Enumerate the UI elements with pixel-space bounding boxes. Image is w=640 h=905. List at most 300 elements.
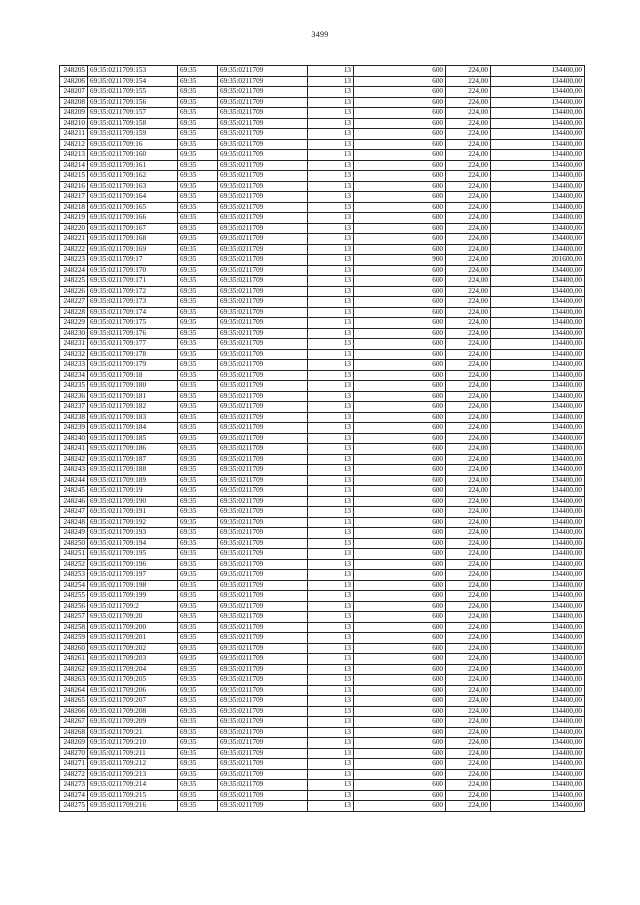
- category-code-cell: 13: [308, 181, 354, 192]
- unit-price-cell: 224,00: [446, 370, 491, 381]
- cadastral-block-cell: 69:35:0211709: [218, 549, 308, 560]
- district-code-cell: 69:35: [178, 181, 218, 192]
- district-code-cell: 69:35: [178, 465, 218, 476]
- cadastral-number-cell: 69:35:0211709:194: [88, 538, 178, 549]
- record-id-cell: 248253: [60, 570, 88, 581]
- table-row: [60, 696, 585, 707]
- cadastral-number-cell: 69:35:0211709:173: [88, 297, 178, 308]
- category-code-cell: 13: [308, 129, 354, 140]
- district-code-cell: 69:35: [178, 696, 218, 707]
- cadastral-number-cell: 69:35:0211709:157: [88, 108, 178, 119]
- cadastral-value-cell: 134400,00: [491, 612, 585, 623]
- cadastral-value-cell: 134400,00: [491, 675, 585, 686]
- unit-price-cell: 224,00: [446, 66, 491, 77]
- district-code-cell: 69:35: [178, 423, 218, 434]
- record-id-cell: 248237: [60, 402, 88, 413]
- unit-price-cell: 224,00: [446, 192, 491, 203]
- table-row: [60, 717, 585, 728]
- area-cell: 600: [354, 265, 446, 276]
- unit-price-cell: 224,00: [446, 265, 491, 276]
- category-code-cell: 13: [308, 517, 354, 528]
- category-code-cell: 13: [308, 601, 354, 612]
- table-row: [60, 339, 585, 350]
- cadastral-value-cell: 134400,00: [491, 549, 585, 560]
- table-row: [60, 160, 585, 171]
- record-id-cell: 248233: [60, 360, 88, 371]
- category-code-cell: 13: [308, 475, 354, 486]
- category-code-cell: 13: [308, 328, 354, 339]
- cadastral-block-cell: 69:35:0211709: [218, 234, 308, 245]
- category-code-cell: 13: [308, 360, 354, 371]
- table-row: [60, 454, 585, 465]
- unit-price-cell: 224,00: [446, 706, 491, 717]
- district-code-cell: 69:35: [178, 549, 218, 560]
- area-cell: 600: [354, 276, 446, 287]
- table-body: [60, 66, 585, 812]
- cadastral-block-cell: 69:35:0211709: [218, 496, 308, 507]
- unit-price-cell: 224,00: [446, 780, 491, 791]
- category-code-cell: 13: [308, 654, 354, 665]
- cadastral-value-cell: 134400,00: [491, 97, 585, 108]
- cadastral-value-cell: 134400,00: [491, 150, 585, 161]
- category-code-cell: 13: [308, 591, 354, 602]
- district-code-cell: 69:35: [178, 171, 218, 182]
- area-cell: 600: [354, 696, 446, 707]
- cadastral-value-cell: 134400,00: [491, 412, 585, 423]
- cadastral-value-cell: 134400,00: [491, 76, 585, 87]
- unit-price-cell: 224,00: [446, 433, 491, 444]
- cadastral-value-cell: 134400,00: [491, 801, 585, 812]
- cadastral-block-cell: 69:35:0211709: [218, 654, 308, 665]
- area-cell: 600: [354, 297, 446, 308]
- category-code-cell: 13: [308, 118, 354, 129]
- cadastral-value-cell: 134400,00: [491, 181, 585, 192]
- cadastral-block-cell: 69:35:0211709: [218, 685, 308, 696]
- record-id-cell: 248257: [60, 612, 88, 623]
- district-code-cell: 69:35: [178, 97, 218, 108]
- cadastral-number-cell: 69:35:0211709:174: [88, 307, 178, 318]
- area-cell: 600: [354, 318, 446, 329]
- category-code-cell: 13: [308, 223, 354, 234]
- unit-price-cell: 224,00: [446, 654, 491, 665]
- area-cell: 600: [354, 139, 446, 150]
- cadastral-number-cell: 69:35:0211709:196: [88, 559, 178, 570]
- area-cell: 600: [354, 780, 446, 791]
- category-code-cell: 13: [308, 87, 354, 98]
- record-id-cell: 248232: [60, 349, 88, 360]
- cadastral-value-cell: 134400,00: [491, 108, 585, 119]
- district-code-cell: 69:35: [178, 780, 218, 791]
- category-code-cell: 13: [308, 276, 354, 287]
- table-row: [60, 769, 585, 780]
- cadastral-value-cell: 134400,00: [491, 559, 585, 570]
- area-cell: 600: [354, 465, 446, 476]
- cadastral-value-cell: 134400,00: [491, 171, 585, 182]
- table-row: [60, 349, 585, 360]
- cadastral-number-cell: 69:35:0211709:204: [88, 664, 178, 675]
- record-id-cell: 248223: [60, 255, 88, 266]
- record-id-cell: 248212: [60, 139, 88, 150]
- cadastral-block-cell: 69:35:0211709: [218, 381, 308, 392]
- district-code-cell: 69:35: [178, 370, 218, 381]
- district-code-cell: 69:35: [178, 664, 218, 675]
- cadastral-block-cell: 69:35:0211709: [218, 129, 308, 140]
- area-cell: 600: [354, 423, 446, 434]
- table-row: [60, 612, 585, 623]
- category-code-cell: 13: [308, 150, 354, 161]
- district-code-cell: 69:35: [178, 601, 218, 612]
- area-cell: 600: [354, 412, 446, 423]
- district-code-cell: 69:35: [178, 328, 218, 339]
- unit-price-cell: 224,00: [446, 286, 491, 297]
- table-row: [60, 360, 585, 371]
- unit-price-cell: 224,00: [446, 612, 491, 623]
- category-code-cell: 13: [308, 748, 354, 759]
- cadastral-block-cell: 69:35:0211709: [218, 181, 308, 192]
- district-code-cell: 69:35: [178, 748, 218, 759]
- record-id-cell: 248227: [60, 297, 88, 308]
- table-row: [60, 685, 585, 696]
- cadastral-value-cell: 134400,00: [491, 192, 585, 203]
- table-row: [60, 66, 585, 77]
- area-cell: 600: [354, 580, 446, 591]
- cadastral-value-cell: 134400,00: [491, 160, 585, 171]
- table-row: [60, 213, 585, 224]
- cadastral-number-cell: 69:35:0211709:184: [88, 423, 178, 434]
- area-cell: 600: [354, 150, 446, 161]
- cadastral-block-cell: 69:35:0211709: [218, 696, 308, 707]
- table-row: [60, 255, 585, 266]
- category-code-cell: 13: [308, 496, 354, 507]
- unit-price-cell: 224,00: [446, 108, 491, 119]
- unit-price-cell: 224,00: [446, 297, 491, 308]
- cadastral-value-cell: 134400,00: [491, 360, 585, 371]
- table-row: [60, 297, 585, 308]
- record-id-cell: 248211: [60, 129, 88, 140]
- unit-price-cell: 224,00: [446, 160, 491, 171]
- cadastral-number-cell: 69:35:0211709:164: [88, 192, 178, 203]
- cadastral-block-cell: 69:35:0211709: [218, 192, 308, 203]
- table-row: [60, 496, 585, 507]
- category-code-cell: 13: [308, 381, 354, 392]
- category-code-cell: 13: [308, 202, 354, 213]
- category-code-cell: 13: [308, 675, 354, 686]
- record-id-cell: 248218: [60, 202, 88, 213]
- area-cell: 600: [354, 759, 446, 770]
- unit-price-cell: 224,00: [446, 633, 491, 644]
- unit-price-cell: 224,00: [446, 685, 491, 696]
- category-code-cell: 13: [308, 696, 354, 707]
- table-row: [60, 790, 585, 801]
- unit-price-cell: 224,00: [446, 717, 491, 728]
- cadastral-block-cell: 69:35:0211709: [218, 633, 308, 644]
- cadastral-number-cell: 69:35:0211709:190: [88, 496, 178, 507]
- district-code-cell: 69:35: [178, 265, 218, 276]
- unit-price-cell: 224,00: [446, 580, 491, 591]
- district-code-cell: 69:35: [178, 570, 218, 581]
- cadastral-value-cell: 134400,00: [491, 769, 585, 780]
- record-id-cell: 248260: [60, 643, 88, 654]
- cadastral-number-cell: 69:35:0211709:156: [88, 97, 178, 108]
- cadastral-block-cell: 69:35:0211709: [218, 160, 308, 171]
- district-code-cell: 69:35: [178, 727, 218, 738]
- table-row: [60, 265, 585, 276]
- cadastral-value-cell: 134400,00: [491, 423, 585, 434]
- category-code-cell: 13: [308, 286, 354, 297]
- category-code-cell: 13: [308, 391, 354, 402]
- district-code-cell: 69:35: [178, 76, 218, 87]
- record-id-cell: 248236: [60, 391, 88, 402]
- cadastral-number-cell: 69:35:0211709:199: [88, 591, 178, 602]
- unit-price-cell: 224,00: [446, 150, 491, 161]
- record-id-cell: 248252: [60, 559, 88, 570]
- cadastral-value-cell: 134400,00: [491, 339, 585, 350]
- cadastral-number-cell: 69:35:0211709:185: [88, 433, 178, 444]
- cadastral-value-cell: 134400,00: [491, 444, 585, 455]
- cadastral-value-cell: 134400,00: [491, 496, 585, 507]
- cadastral-value-cell: 134400,00: [491, 748, 585, 759]
- area-cell: 600: [354, 591, 446, 602]
- category-code-cell: 13: [308, 780, 354, 791]
- unit-price-cell: 224,00: [446, 675, 491, 686]
- cadastral-number-cell: 69:35:0211709:182: [88, 402, 178, 413]
- cadastral-value-cell: 134400,00: [491, 286, 585, 297]
- table-row: [60, 706, 585, 717]
- cadastral-number-cell: 69:35:0211709:211: [88, 748, 178, 759]
- cadastral-number-cell: 69:35:0211709:198: [88, 580, 178, 591]
- cadastral-block-cell: 69:35:0211709: [218, 559, 308, 570]
- unit-price-cell: 224,00: [446, 87, 491, 98]
- table-row: [60, 559, 585, 570]
- area-cell: 600: [354, 486, 446, 497]
- area-cell: 600: [354, 118, 446, 129]
- unit-price-cell: 224,00: [446, 381, 491, 392]
- area-cell: 600: [354, 517, 446, 528]
- table-row: [60, 633, 585, 644]
- unit-price-cell: 224,00: [446, 559, 491, 570]
- cadastral-value-cell: 134400,00: [491, 664, 585, 675]
- area-cell: 600: [354, 349, 446, 360]
- cadastral-value-cell: 134400,00: [491, 706, 585, 717]
- cadastral-value-cell: 134400,00: [491, 538, 585, 549]
- area-cell: 600: [354, 202, 446, 213]
- record-id-cell: 248265: [60, 696, 88, 707]
- table-row: [60, 423, 585, 434]
- record-id-cell: 248220: [60, 223, 88, 234]
- cadastral-block-cell: 69:35:0211709: [218, 108, 308, 119]
- record-id-cell: 248208: [60, 97, 88, 108]
- cadastral-block-cell: 69:35:0211709: [218, 87, 308, 98]
- area-cell: 600: [354, 622, 446, 633]
- record-id-cell: 248234: [60, 370, 88, 381]
- table-row: [60, 412, 585, 423]
- category-code-cell: 13: [308, 160, 354, 171]
- cadastral-block-cell: 69:35:0211709: [218, 528, 308, 539]
- table-row: [60, 433, 585, 444]
- district-code-cell: 69:35: [178, 87, 218, 98]
- category-code-cell: 13: [308, 790, 354, 801]
- unit-price-cell: 224,00: [446, 748, 491, 759]
- table-row: [60, 129, 585, 140]
- cadastral-number-cell: 69:35:0211709:207: [88, 696, 178, 707]
- cadastral-block-cell: 69:35:0211709: [218, 276, 308, 287]
- cadastral-block-cell: 69:35:0211709: [218, 780, 308, 791]
- table-row: [60, 475, 585, 486]
- district-code-cell: 69:35: [178, 738, 218, 749]
- cadastral-number-cell: 69:35:0211709:169: [88, 244, 178, 255]
- cadastral-value-cell: 134400,00: [491, 580, 585, 591]
- category-code-cell: 13: [308, 769, 354, 780]
- table-row: [60, 328, 585, 339]
- cadastral-number-cell: 69:35:0211709:177: [88, 339, 178, 350]
- cadastral-number-cell: 69:35:0211709:155: [88, 87, 178, 98]
- cadastral-value-cell: 134400,00: [491, 528, 585, 539]
- district-code-cell: 69:35: [178, 643, 218, 654]
- area-cell: 600: [354, 675, 446, 686]
- category-code-cell: 13: [308, 234, 354, 245]
- cadastral-value-cell: 134400,00: [491, 454, 585, 465]
- area-cell: 600: [354, 549, 446, 560]
- cadastral-block-cell: 69:35:0211709: [218, 349, 308, 360]
- cadastral-value-cell: 134400,00: [491, 370, 585, 381]
- area-cell: 600: [354, 192, 446, 203]
- area-cell: 600: [354, 769, 446, 780]
- cadastral-number-cell: 69:35:0211709:153: [88, 66, 178, 77]
- cadastral-number-cell: 69:35:0211709:193: [88, 528, 178, 539]
- record-id-cell: 248217: [60, 192, 88, 203]
- area-cell: 600: [354, 454, 446, 465]
- category-code-cell: 13: [308, 444, 354, 455]
- table-row: [60, 223, 585, 234]
- cadastral-block-cell: 69:35:0211709: [218, 391, 308, 402]
- record-id-cell: 248231: [60, 339, 88, 350]
- cadastral-value-cell: 134400,00: [491, 517, 585, 528]
- cadastral-number-cell: 69:35:0211709:176: [88, 328, 178, 339]
- district-code-cell: 69:35: [178, 192, 218, 203]
- record-id-cell: 248219: [60, 213, 88, 224]
- cadastral-value-cell: 134400,00: [491, 265, 585, 276]
- category-code-cell: 13: [308, 633, 354, 644]
- unit-price-cell: 224,00: [446, 643, 491, 654]
- cadastral-value-cell: 134400,00: [491, 465, 585, 476]
- record-id-cell: 248205: [60, 66, 88, 77]
- cadastral-block-cell: 69:35:0211709: [218, 454, 308, 465]
- cadastral-value-cell: 134400,00: [491, 654, 585, 665]
- district-code-cell: 69:35: [178, 654, 218, 665]
- cadastral-number-cell: 69:35:0211709:215: [88, 790, 178, 801]
- category-code-cell: 13: [308, 717, 354, 728]
- category-code-cell: 13: [308, 738, 354, 749]
- unit-price-cell: 224,00: [446, 402, 491, 413]
- table-row: [60, 192, 585, 203]
- area-cell: 600: [354, 801, 446, 812]
- record-id-cell: 248213: [60, 150, 88, 161]
- category-code-cell: 13: [308, 297, 354, 308]
- table-row: [60, 675, 585, 686]
- district-code-cell: 69:35: [178, 769, 218, 780]
- district-code-cell: 69:35: [178, 108, 218, 119]
- table-row: [60, 570, 585, 581]
- unit-price-cell: 224,00: [446, 475, 491, 486]
- cadastral-block-cell: 69:35:0211709: [218, 297, 308, 308]
- record-id-cell: 248222: [60, 244, 88, 255]
- cadastral-number-cell: 69:35:0211709:162: [88, 171, 178, 182]
- unit-price-cell: 224,00: [446, 255, 491, 266]
- district-code-cell: 69:35: [178, 213, 218, 224]
- district-code-cell: 69:35: [178, 685, 218, 696]
- table-row: [60, 181, 585, 192]
- area-cell: 600: [354, 223, 446, 234]
- category-code-cell: 13: [308, 349, 354, 360]
- area-cell: 900: [354, 255, 446, 266]
- category-code-cell: 13: [308, 664, 354, 675]
- unit-price-cell: 224,00: [446, 759, 491, 770]
- cadastral-block-cell: 69:35:0211709: [218, 517, 308, 528]
- table-row: [60, 780, 585, 791]
- district-code-cell: 69:35: [178, 496, 218, 507]
- record-id-cell: 248268: [60, 727, 88, 738]
- table-row: [60, 622, 585, 633]
- district-code-cell: 69:35: [178, 801, 218, 812]
- district-code-cell: 69:35: [178, 349, 218, 360]
- district-code-cell: 69:35: [178, 307, 218, 318]
- district-code-cell: 69:35: [178, 402, 218, 413]
- cadastral-number-cell: 69:35:0211709:19: [88, 486, 178, 497]
- cadastral-value-cell: 134400,00: [491, 276, 585, 287]
- unit-price-cell: 224,00: [446, 171, 491, 182]
- area-cell: 600: [354, 717, 446, 728]
- cadastral-block-cell: 69:35:0211709: [218, 402, 308, 413]
- cadastral-block-cell: 69:35:0211709: [218, 223, 308, 234]
- district-code-cell: 69:35: [178, 286, 218, 297]
- cadastral-block-cell: 69:35:0211709: [218, 507, 308, 518]
- table-row: [60, 538, 585, 549]
- record-id-cell: 248248: [60, 517, 88, 528]
- record-id-cell: 248226: [60, 286, 88, 297]
- cadastral-number-cell: 69:35:0211709:16: [88, 139, 178, 150]
- area-cell: 600: [354, 706, 446, 717]
- category-code-cell: 13: [308, 265, 354, 276]
- unit-price-cell: 224,00: [446, 696, 491, 707]
- area-cell: 600: [354, 738, 446, 749]
- category-code-cell: 13: [308, 559, 354, 570]
- record-id-cell: 248263: [60, 675, 88, 686]
- unit-price-cell: 224,00: [446, 129, 491, 140]
- table-row: [60, 759, 585, 770]
- district-code-cell: 69:35: [178, 360, 218, 371]
- unit-price-cell: 224,00: [446, 591, 491, 602]
- cadastral-number-cell: 69:35:0211709:197: [88, 570, 178, 581]
- category-code-cell: 13: [308, 454, 354, 465]
- unit-price-cell: 224,00: [446, 528, 491, 539]
- cadastral-value-cell: 134400,00: [491, 591, 585, 602]
- cadastral-value-cell: 134400,00: [491, 738, 585, 749]
- area-cell: 600: [354, 685, 446, 696]
- cadastral-value-cell: 134400,00: [491, 328, 585, 339]
- category-code-cell: 13: [308, 549, 354, 560]
- category-code-cell: 13: [308, 801, 354, 812]
- area-cell: 600: [354, 391, 446, 402]
- table-row: [60, 748, 585, 759]
- category-code-cell: 13: [308, 244, 354, 255]
- table-row: [60, 139, 585, 150]
- category-code-cell: 13: [308, 423, 354, 434]
- area-cell: 600: [354, 244, 446, 255]
- cadastral-value-cell: 134400,00: [491, 570, 585, 581]
- area-cell: 600: [354, 108, 446, 119]
- area-cell: 600: [354, 496, 446, 507]
- district-code-cell: 69:35: [178, 318, 218, 329]
